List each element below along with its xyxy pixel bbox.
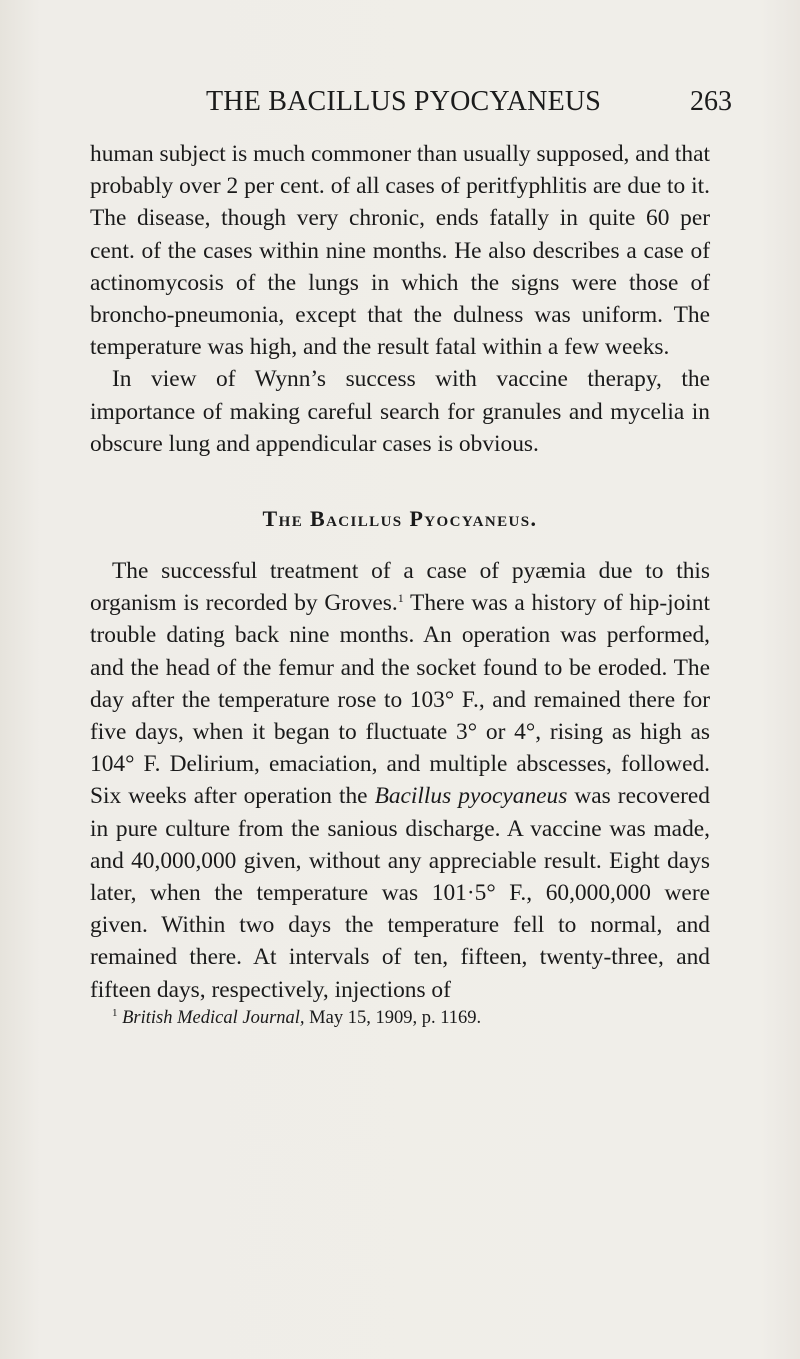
paragraph-pyaemia-case bbox=[90, 555, 710, 1006]
running-head: THE BACILLUS PYOCYANEUS bbox=[206, 86, 602, 117]
italic-organism-name: Bacillus pyocyaneus bbox=[374, 783, 568, 810]
paragraph-vaccine-therapy: In view of Wynn’s success with vaccine therapy, the importance of making careful search for granules and mycelia in obscure lung and appendicular cases is obvious. bbox=[90, 366, 710, 457]
footnote bbox=[90, 1006, 710, 1030]
footnote-reference: 1 bbox=[397, 591, 404, 606]
section-heading: The Bacillus Pyocyaneus. bbox=[262, 506, 538, 532]
footnote-journal: British Medical Journal, bbox=[122, 1007, 305, 1028]
paragraph-text-part1: The successful treatment of a case of pyæmia due to this organism is recorded by Groves. bbox=[90, 558, 710, 617]
paragraph-continued: human subject is much commoner than usually supposed, and that probably over 2 per cent. of all cases of peritfyphlitis are due to it. The disease, though very chronic, ends fatally in quite 60 per cent. of the cases within nine months. He also describes a case of actinomycosis of the lungs in which the signs were those of broncho-pneumonia, except that the dulness was uniform. The temperature was high, and the result fatal within a few weeks. bbox=[90, 141, 710, 361]
footnote-citation: May 15, 1909, p. 1169. bbox=[304, 1007, 482, 1028]
page-number: 263 bbox=[690, 86, 732, 117]
page-header bbox=[0, 86, 800, 120]
paragraph-text-part3: was recovered in pure culture from the sanious discharge. A vaccine was made, and 40,000,000 given, without any appreciable result. Eight days later, when the temperature was 101·5° F., 60,000,000 were given. Within two days the temperature fell to normal, and remained there. At intervals of ten, fifteen, twenty-three, and fifteen days, respectively, injections of bbox=[90, 783, 710, 1003]
body-text bbox=[90, 138, 710, 1030]
footnote-marker: 1 bbox=[112, 1006, 118, 1019]
paragraph-text-part2: There was a history of hip-joint trouble dating back nine months. An operation was performed, and the head of the femur and the socket found to be eroded. The day after the temperature rose to 103° F., and remained there for five days, when it began to fluctuate 3° or 4°, rising as high as 104° F. Delirium, emaciation, and multiple abscesses, followed. Six weeks after operation the bbox=[90, 590, 711, 810]
